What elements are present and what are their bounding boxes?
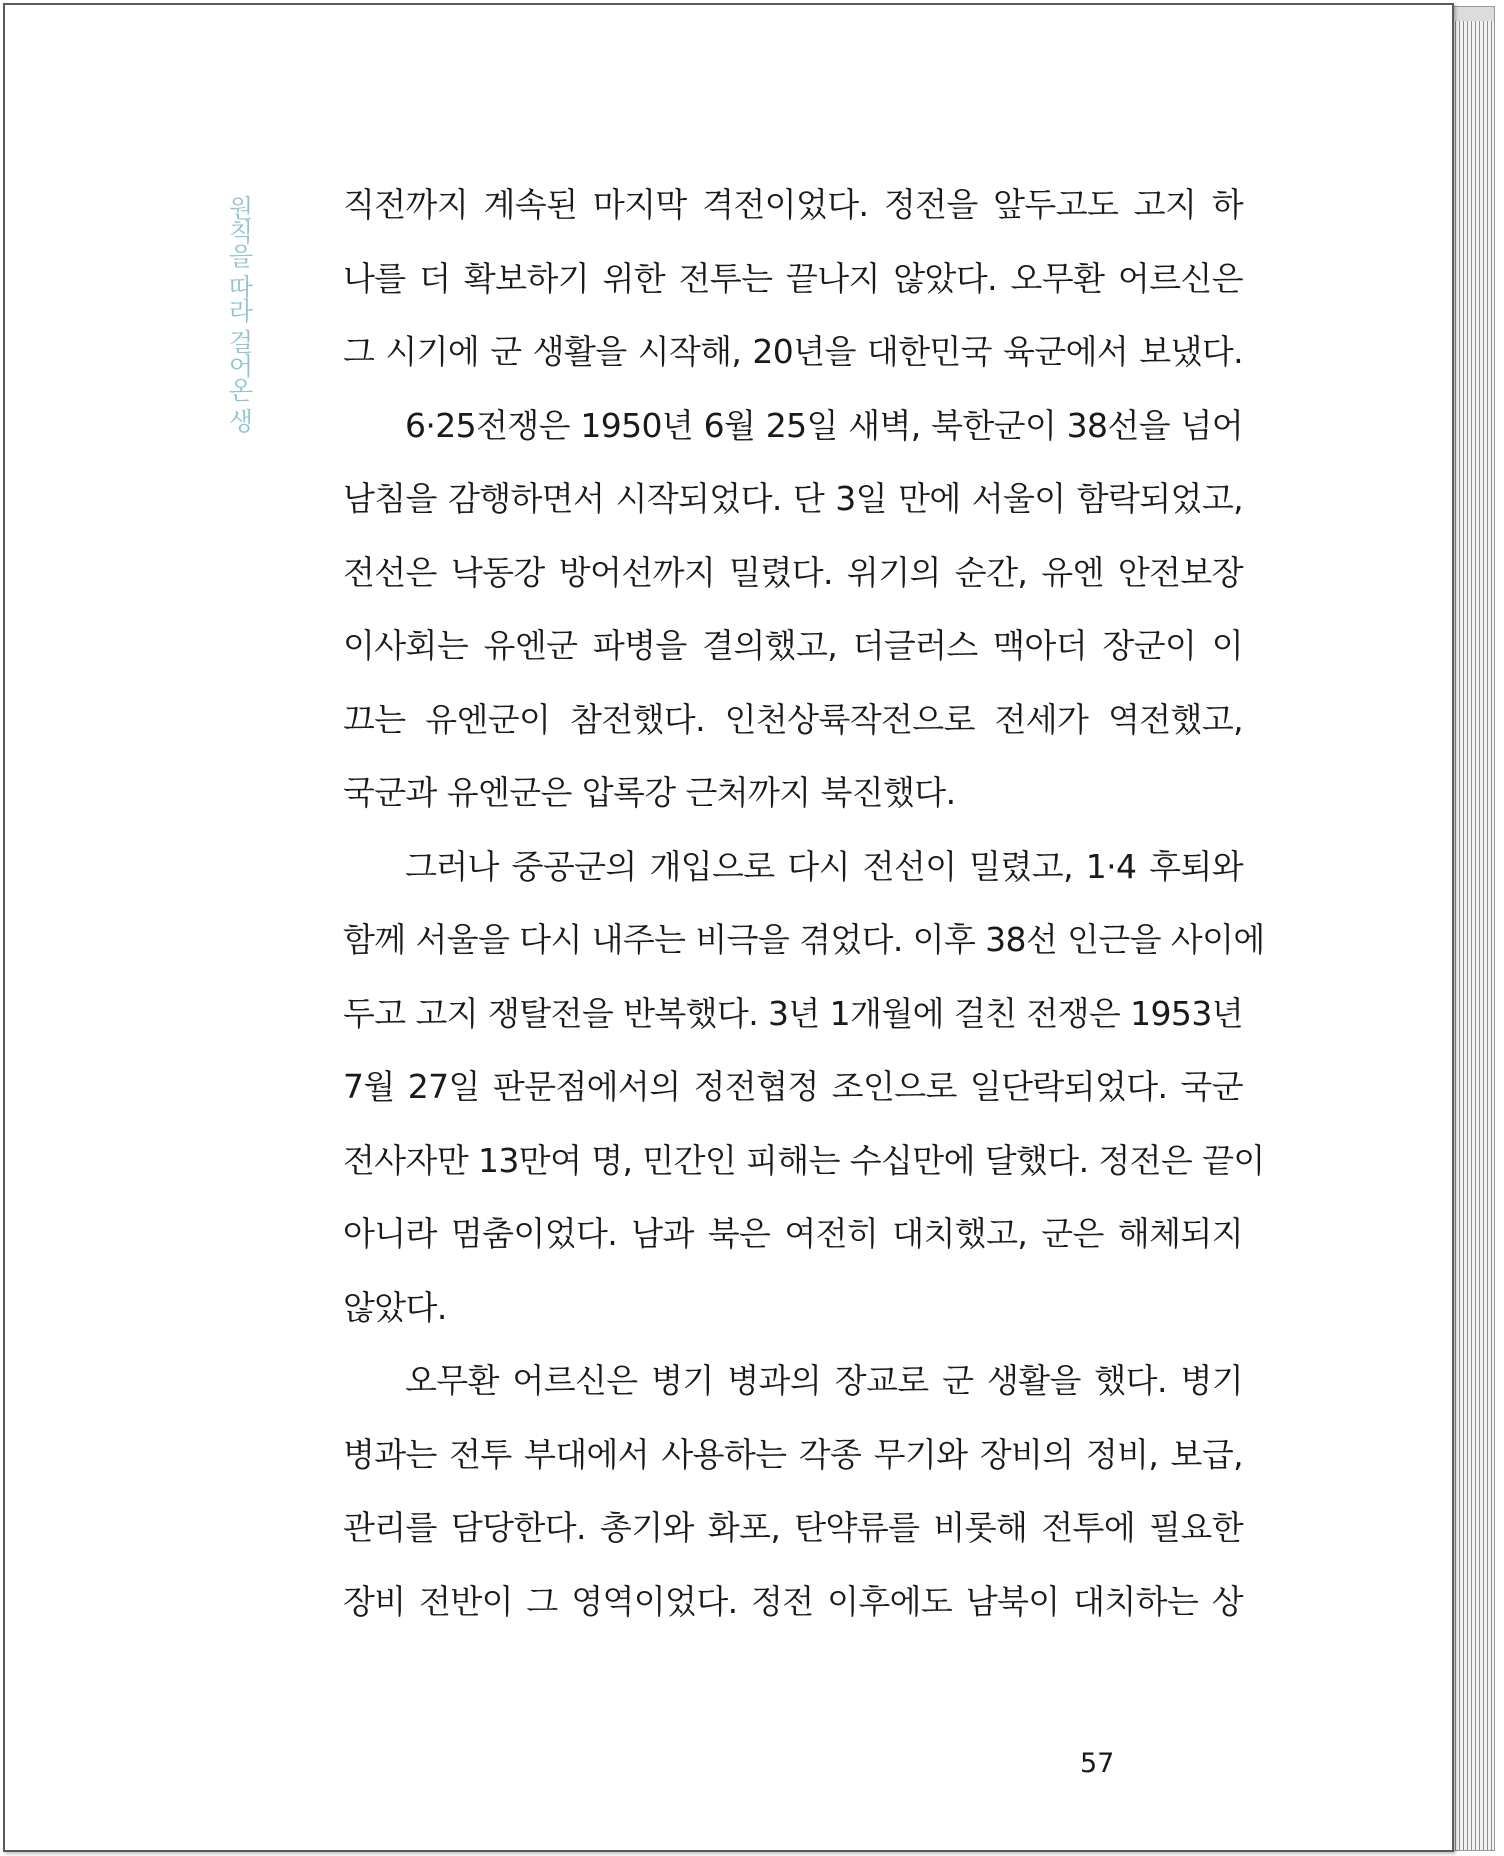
text-line: 함께 서울을 다시 내주는 비극을 겪었다. 이후 38선 인근을 사이에 — [343, 920, 1265, 959]
text-line: 그 시기에 군 생활을 시작해, 20년을 대한민국 육군에서 보냈다. — [343, 332, 1243, 371]
text-line: 7월 27일 판문점에서의 정전협정 조인으로 일단락되었다. 국군 — [343, 1067, 1243, 1106]
text-line: 관리를 담당한다. 총기와 화포, 탄약류를 비롯해 전투에 필요한 — [343, 1508, 1243, 1547]
text-line: 6·25전쟁은 1950년 6월 25일 새벽, 북한군이 38선을 넘어 — [405, 405, 1243, 445]
book-page — [3, 3, 1454, 1852]
text-line: 이사회는 유엔군 파병을 결의했고, 더글러스 맥아더 장군이 이 — [343, 626, 1243, 665]
text-line: 나를 더 확보하기 위한 전투는 끝나지 않았다. 오무환 어르신은 — [343, 258, 1243, 298]
page-number: 57 — [1080, 1748, 1115, 1779]
text-line: 아니라 멈춤이었다. 남과 북은 여전히 대치했고, 군은 해체되지 — [343, 1214, 1243, 1253]
text-line: 직전까지 계속된 마지막 격전이었다. 정전을 앞두고도 고지 하 — [343, 185, 1243, 224]
running-head: 원칙을 따라 걸어온 생 — [225, 195, 254, 432]
text-line: 전사자만 13만여 명, 민간인 피해는 수십만에 달했다. 정전은 끝이 — [343, 1140, 1265, 1180]
text-line: 두고 고지 쟁탈전을 반복했다. 3년 1개월에 걸친 전쟁은 1953년 — [343, 993, 1243, 1033]
text-line: 그러나 중공군의 개입으로 다시 전선이 밀렸고, 1·4 후퇴와 — [405, 846, 1243, 886]
text-line: 병과는 전투 부대에서 사용하는 각종 무기와 장비의 정비, 보급, — [343, 1434, 1243, 1474]
body-text — [343, 170, 1265, 1640]
text-line: 전선은 낙동강 방어선까지 밀렸다. 위기의 순간, 유엔 안전보장 — [343, 552, 1243, 592]
text-line: 남침을 감행하면서 시작되었다. 단 3일 만에 서울이 함락되었고, — [343, 479, 1243, 518]
page-edge-lines — [1452, 21, 1494, 1850]
text-line: 않았다. — [343, 1287, 447, 1327]
text-line: 끄는 유엔군이 참전했다. 인천상륙작전으로 전세가 역전했고, — [343, 699, 1243, 739]
text-line: 오무환 어르신은 병기 병과의 장교로 군 생활을 했다. 병기 — [405, 1361, 1243, 1400]
text-line: 장비 전반이 그 영역이었다. 정전 이후에도 남북이 대치하는 상 — [343, 1581, 1243, 1621]
text-line: 국군과 유엔군은 압록강 근처까지 북진했다. — [343, 773, 956, 812]
